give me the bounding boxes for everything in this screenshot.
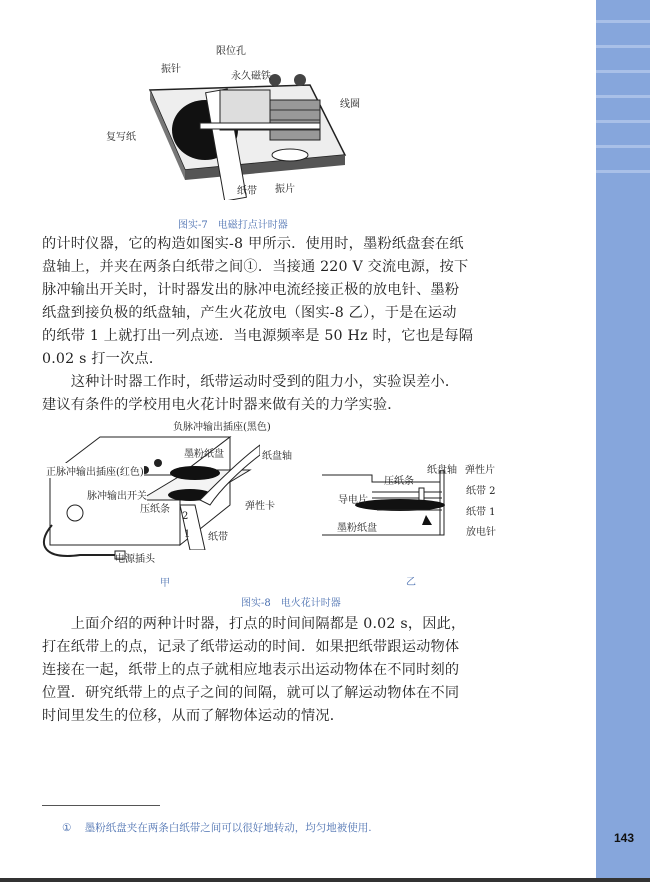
label-conductive-plate: 导电片 [338, 495, 368, 506]
text-line: 连接在一起，纸带上的点子就相应地表示出运动物体在不同时刻的 [42, 662, 460, 678]
label-pressing-strip: 压纸条 [140, 504, 170, 515]
footnote-divider [42, 805, 160, 806]
page-number: 143 [614, 831, 635, 845]
sublabel-yi: 乙 [406, 577, 416, 588]
label-disc-axle: 纸盘轴 [262, 451, 292, 462]
text-line: 这种计时器工作时，纸带运动时受到的阻力小，实验误差小． [42, 374, 460, 390]
stripe [596, 95, 650, 98]
label-limit-hole: 限位孔 [216, 46, 246, 57]
label-pulse-switch: 脉冲输出开关 [87, 487, 147, 502]
text-line: 的纸带 1 上就打出一列点迹．当电源频率是 50 Hz 时，它也是每隔 [42, 328, 474, 344]
label-disc-axle: 纸盘轴 [427, 465, 457, 476]
label-positive-socket: 正脉冲输出插座(红色) [46, 463, 144, 478]
stripe [596, 45, 650, 48]
text-line: 纸盘到接负极的纸盘轴，产生火花放电（图实-8 乙），于是在运动 [42, 305, 457, 321]
label-tape-1: 纸带 1 [466, 507, 496, 518]
label-carbon-paper: 复写纸 [106, 132, 136, 143]
text-line: 盘轴上，并夹在两条白纸带之间①．当接通 220 V 交流电源，按下 [42, 259, 469, 275]
footnote [62, 820, 372, 835]
text-line: 时间里发生的位移，从而了解物体运动的情况． [42, 708, 345, 724]
text-line: 0.02 s 打一次点． [42, 351, 164, 367]
stripe [596, 20, 650, 23]
text-line: 上面介绍的两种计时器，打点的时间间隔都是 0.02 s，因此， [42, 616, 466, 632]
label-spring-clip: 弹性卡 [245, 501, 275, 512]
label-tape-1: 1 [184, 529, 191, 540]
text-line: 打在纸带上的点，记录了纸带运动的时间．如果把纸带跟运动物体 [42, 639, 460, 655]
page-edge-tab [596, 0, 650, 882]
label-negative-socket: 负脉冲输出插座(黑色) [173, 422, 271, 433]
stripe [596, 70, 650, 73]
sublabel-jia: 甲 [160, 578, 170, 589]
label-power-plug: 电源插头 [115, 554, 155, 565]
stripe [596, 120, 650, 123]
label-toner-disc: 墨粉纸盘 [337, 523, 377, 534]
label-vibrating-needle: 振针 [161, 64, 181, 75]
bottom-edge [0, 878, 650, 882]
label-coil: 线圈 [340, 99, 360, 110]
label-spring-plate: 弹性片 [465, 465, 495, 476]
label-vibrating-plate: 振片 [275, 184, 295, 195]
label-discharge-needle: 放电针 [466, 527, 496, 538]
text-line: 位置．研究纸带上的点子之间的间隔，就可以了解运动物体在不同 [42, 685, 460, 701]
label-permanent-magnet: 永久磁铁 [231, 71, 271, 82]
footnote-marker: ① [62, 822, 72, 834]
stripe [596, 170, 650, 173]
text-line: 建议有条件的学校用电火花计时器来做有关的力学实验． [42, 397, 402, 413]
label-pressing-strip: 压纸条 [384, 476, 414, 487]
label-toner-disc: 墨粉纸盘 [184, 449, 224, 460]
stripe [596, 145, 650, 148]
text-line: 脉冲输出开关时，计时器发出的脉冲电流经接正极的放电针、墨粉 [42, 282, 460, 298]
label-paper-tape: 纸带 [208, 532, 228, 543]
label-tape-2: 纸带 2 [466, 486, 496, 497]
label-paper-tape: 纸带 [237, 186, 257, 197]
label-tape-2: 2 [182, 511, 189, 522]
text-line: 的计时仪器，它的构造如图实-8 甲所示．使用时，墨粉纸盘套在纸 [42, 236, 464, 252]
figure-7-caption: 图实-7 电磁打点计时器 [178, 220, 288, 231]
figure-8-caption: 图实-8 电火花计时器 [241, 598, 341, 609]
footnote-text: 墨粉纸盘夹在两条白纸带之间可以很好地转动，均匀地被使用. [84, 822, 372, 834]
